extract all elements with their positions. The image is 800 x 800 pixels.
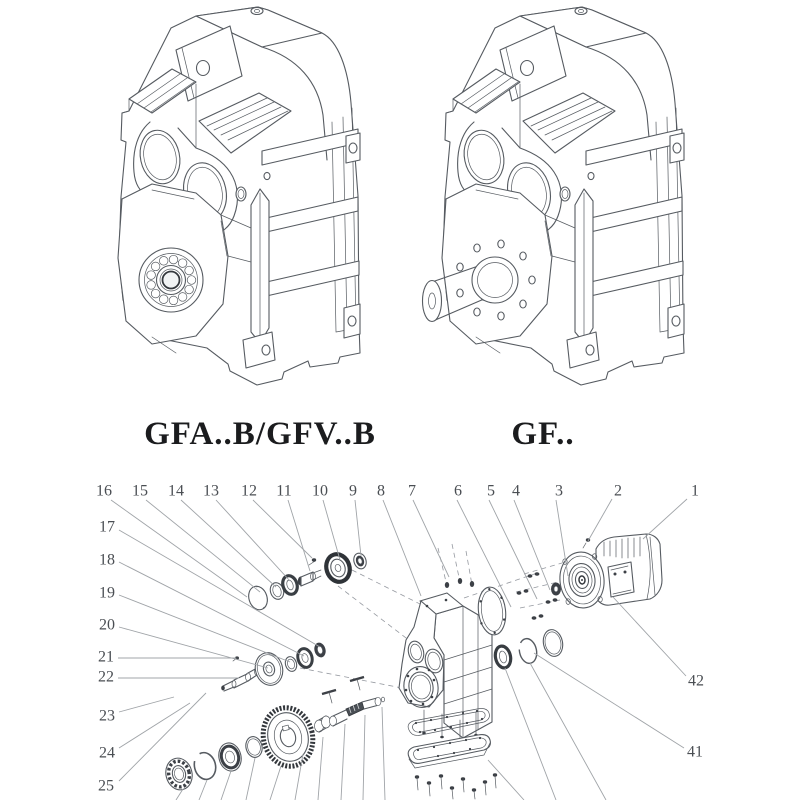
callout-11: 11	[276, 482, 292, 500]
right-gearbox-drawing	[423, 7, 685, 385]
callout-13: 13	[203, 482, 219, 500]
left-gearbox-drawing	[118, 7, 360, 385]
callout-9: 9	[349, 482, 357, 500]
leader-line-8	[383, 500, 421, 596]
callout-4: 4	[512, 482, 520, 500]
leader-line-24	[119, 703, 190, 748]
snap-ring	[192, 750, 219, 781]
cut-off-leader-lines	[176, 663, 606, 800]
output-gear	[257, 702, 319, 771]
callout-22: 22	[98, 668, 114, 686]
callouts-layer	[96, 483, 704, 795]
ball-bearing	[163, 755, 196, 792]
callout-6: 6	[454, 482, 462, 500]
cover-bolts	[415, 773, 497, 799]
leader-line-42	[613, 597, 686, 676]
leader-line-2	[588, 499, 612, 541]
oil-seal	[216, 741, 244, 774]
input-pinion	[298, 570, 321, 586]
flat-gear	[251, 649, 286, 688]
leader-line-1	[643, 499, 687, 539]
callout-7: 7	[408, 482, 416, 500]
callout-24: 24	[99, 744, 115, 762]
leader-line-20	[119, 627, 268, 668]
leader-line-9	[355, 500, 361, 556]
gear-housing	[399, 593, 492, 744]
output-shaft	[330, 697, 385, 726]
leader-line-23	[119, 697, 174, 712]
leader-line-12	[253, 500, 312, 558]
callout-17: 17	[99, 518, 115, 536]
leader-line-7	[413, 500, 449, 577]
right-figure-label: GF..	[511, 416, 575, 452]
leader-line-16	[111, 500, 247, 597]
callout-5: 5	[487, 482, 495, 500]
t-bolts	[322, 677, 364, 703]
callout-42: 42	[688, 672, 704, 690]
motor	[557, 534, 662, 610]
callout-15: 15	[132, 482, 148, 500]
callout-10: 10	[312, 482, 328, 500]
callout-1: 1	[691, 482, 699, 500]
input-gear	[323, 551, 354, 585]
callout-8: 8	[377, 482, 385, 500]
leader-line-11	[288, 500, 310, 571]
callout-19: 19	[99, 584, 115, 602]
leader-line-18	[119, 562, 304, 656]
callout-23: 23	[99, 707, 115, 725]
shim-ring	[541, 628, 565, 658]
output-shaft-parts	[163, 677, 385, 793]
callout-16: 16	[96, 482, 112, 500]
left-figure-label: GFA..B/GFV..B	[144, 416, 376, 452]
callout-12: 12	[241, 482, 257, 500]
exploded-view	[96, 483, 704, 800]
retaining-ring	[517, 637, 539, 665]
callout-41: 41	[687, 743, 703, 761]
leader-line-10	[323, 500, 340, 560]
callout-18: 18	[99, 551, 115, 569]
coupling-pinion	[551, 583, 561, 596]
callout-21: 21	[98, 648, 114, 666]
callout-25: 25	[98, 777, 114, 795]
leader-line-3	[556, 500, 568, 576]
leader-line-41	[534, 653, 684, 748]
callout-20: 20	[99, 616, 115, 634]
bottom-cover	[408, 735, 490, 768]
callout-3: 3	[555, 482, 563, 500]
leader-line-25	[119, 693, 206, 781]
output-bearing	[493, 645, 512, 670]
callout-14: 14	[168, 482, 184, 500]
leader-line-15	[146, 500, 260, 592]
leader-line-13	[216, 500, 290, 581]
intermediate-shaft-parts	[221, 641, 327, 691]
callout-2: 2	[614, 482, 622, 500]
leader-line-5	[489, 500, 537, 599]
bearing-cage-detail	[139, 248, 203, 312]
